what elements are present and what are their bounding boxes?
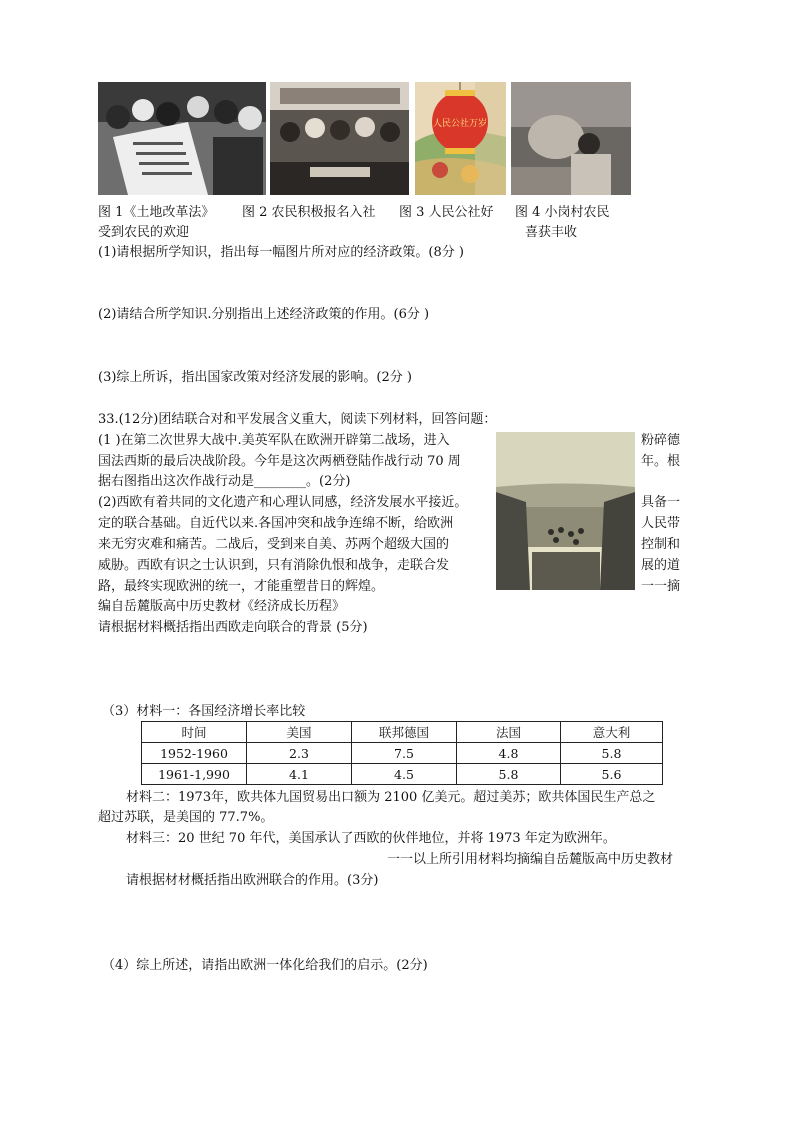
- q33-s3-label: （3）材料一：各国经济增长率比较: [102, 704, 306, 719]
- q33-s2-line4: 威胁。西欧有识之士认识到，只有消除仇恨和战争，走联合发: [98, 558, 450, 573]
- table-header-row: [142, 722, 663, 743]
- q33-material2-line2: 超过苏联，是美国的 77.7%。: [98, 810, 274, 825]
- photo-xiaogang-harvest: [511, 82, 631, 195]
- table-cell: 5.8: [561, 743, 663, 764]
- q33-s2-line2-right: 人民带: [641, 516, 681, 531]
- q33-s3-question: 请根据材材概括指出欧洲联合的作用。(3分): [126, 873, 379, 888]
- photo-peoples-commune: [415, 82, 506, 195]
- commune-banner-text: 人民公社万岁: [432, 119, 488, 129]
- q33-s1-line1-right: 粉碎德: [641, 433, 681, 448]
- table-cell: 5.8: [457, 764, 561, 785]
- q33-s2-line2: 定的联合基础。自近代以来.各国冲突和战争连绵不断，给欧洲: [98, 516, 454, 531]
- table-row: [142, 743, 663, 764]
- table-cell: 1952-1960: [142, 743, 247, 764]
- q33-s4: （4）综上所述，请指出欧洲一体化给我们的启示。(2分): [102, 958, 428, 973]
- growth-rate-table: [141, 721, 663, 785]
- q33-material3: 材料三：20 世纪 70 年代，美国承认了西欧的伙伴地位，并将 1973 年定为欧洲年。: [126, 831, 616, 846]
- table-header-cell: 联邦德国: [352, 722, 457, 743]
- q33-material2-line1: 材料二：1973年，欧共体九国贸易出口额为 2100 亿美元。超过美苏；欧共体国民生产总之: [126, 790, 656, 805]
- table-header-cell: 法国: [457, 722, 561, 743]
- q33-s1-line3: 据右图指出这次作战行动是________。(2分): [98, 474, 351, 489]
- table-cell: 4.5: [352, 764, 457, 785]
- table-header-cell: 美国: [247, 722, 352, 743]
- caption-fig1-cont: 受到农民的欢迎: [98, 225, 190, 240]
- q33-s2-line1: (2)西欧有着共同的文化遗产和心理认同感，经济发展水平接近。: [98, 495, 468, 510]
- q33-s2-line5-right: 一一摘: [641, 579, 681, 594]
- q32-part1: (1)请根据所学知识，指出每一幅图片所对应的经济政策。(8分 ): [98, 245, 464, 260]
- q33-s2-line5: 路，最终实现欧洲的统一，才能重塑昔日的辉煌。: [98, 579, 385, 594]
- q33-s2-line3: 来无穷灾难和痛苦。二战后，受到来自美、苏两个超级大国的: [98, 537, 450, 552]
- q33-s2-line4-right: 展的道: [641, 558, 681, 573]
- table-cell: 2.3: [247, 743, 352, 764]
- table-row: [142, 764, 663, 785]
- caption-fig2: 图 2 农民积极报名入社: [242, 205, 376, 220]
- table-cell: 4.8: [457, 743, 561, 764]
- table-header-cell: 意大利: [561, 722, 663, 743]
- table-header-cell: 时间: [142, 722, 247, 743]
- photo-join-cooperative: [270, 82, 409, 195]
- q33-s2-question: 请根据材料概括指出西欧走向联合的背景 (5分): [98, 620, 368, 635]
- photo-land-reform: [98, 82, 266, 195]
- q33-s1-line1: (1 )在第二次世界大战中.美英军队在欧洲开辟第二战场，进入: [98, 433, 450, 448]
- q33-title: 33.(12分)团结联合对和平发展含义重大，阅读下列材料，回答问题：: [98, 412, 497, 427]
- caption-fig4: 图 4 小岗村农民: [515, 205, 610, 220]
- caption-fig4-cont: 喜获丰收: [525, 225, 578, 240]
- table-cell: 1961-1,990: [142, 764, 247, 785]
- table-cell: 7.5: [352, 743, 457, 764]
- photo-normandy-landing: [496, 432, 635, 590]
- q33-s2-line1-right: 具备一: [641, 495, 681, 510]
- q33-s1-line2: 国法西斯的最后决战阶段。今年是这次两栖登陆作战行动 70 周: [98, 454, 461, 469]
- q32-part3: (3)综上所诉，指出国家改策对经济发展的影响。(2分 ): [98, 370, 412, 385]
- q32-part2: (2)请结合所学知识.分别指出上述经济政策的作用。(6分 ): [98, 307, 430, 322]
- q33-source: 一一以上所引用材料均摘编自岳麓版高中历史教材: [387, 852, 674, 867]
- q33-s2-line6: 编自岳麓版高中历史教材《经济成长历程》: [98, 599, 346, 614]
- caption-fig3: 图 3 人民公社好: [399, 205, 494, 220]
- table-cell: 4.1: [247, 764, 352, 785]
- caption-fig1: 图 1《土地改革法》: [98, 205, 215, 220]
- q33-s2-line3-right: 控制和: [641, 537, 681, 552]
- table-cell: 5.6: [561, 764, 663, 785]
- q33-s1-line2-right: 年。根: [641, 454, 681, 469]
